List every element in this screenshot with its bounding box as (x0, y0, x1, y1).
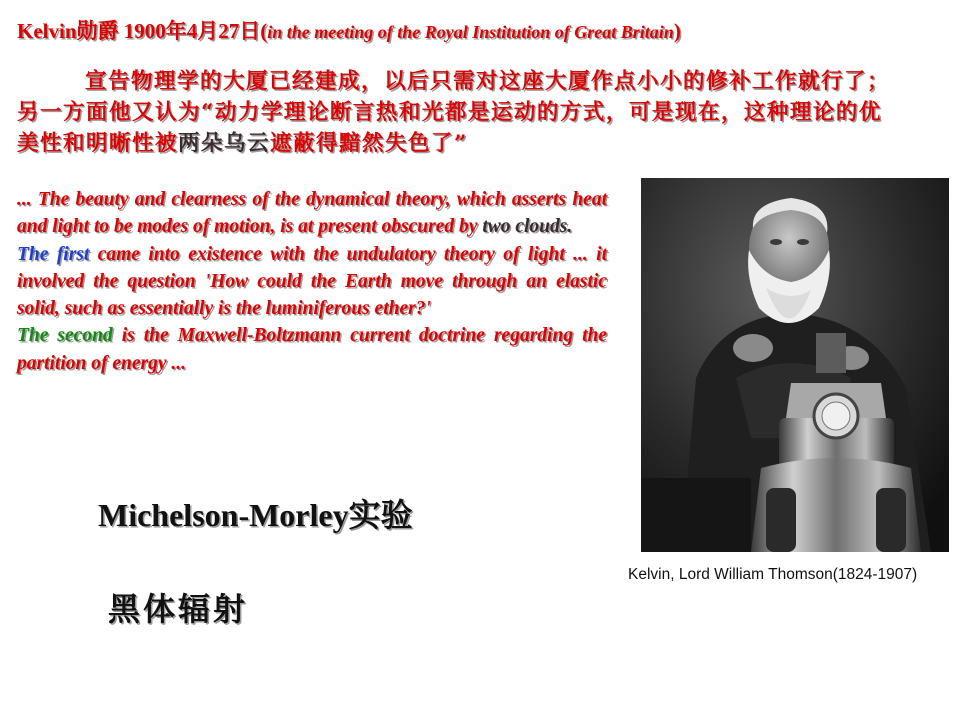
en-p3-the-second: The second (17, 325, 113, 347)
kelvin-portrait-photo (641, 178, 949, 552)
slide-title (17, 15, 681, 45)
english-quote (17, 186, 607, 377)
portrait-caption: Kelvin, Lord William Thomson(1824-1907) (628, 566, 918, 583)
en-quote-paragraph-3 (17, 322, 607, 377)
en-p1-two-clouds: two clouds (482, 216, 568, 238)
cn-quote-part-2: 遮蔽得黯然失色了” (270, 131, 468, 156)
en-p2-the-first: The first (17, 243, 90, 265)
en-quote-paragraph-2 (17, 241, 607, 323)
chinese-quote (17, 66, 897, 159)
title-date: 1900年4月27日 (123, 19, 261, 43)
en-quote-paragraph-1 (17, 186, 607, 241)
title-event: in the meeting of the Royal Institution of Great Britain (267, 22, 674, 42)
en-p2-text: came into existence with the undulatory theory of light ... it involved the question 'How could the Earth move through an elastic solid, such as essentially is the luminiferous ether?' (17, 243, 608, 320)
michelson-morley-heading: Michelson-Morley实验 (98, 497, 413, 533)
blackbody-radiation-heading: 黑体辐射 (108, 590, 249, 628)
en-p3-text: is the Maxwell-Boltzmann current doctrine regarding the partition of energy ... (17, 325, 607, 374)
title-close-paren: ) (673, 19, 681, 43)
title-cn-rank: 勋爵 (76, 19, 119, 43)
cn-quote-part-1: 宣告物理学的大厦已经建成，以后只需对这座大厦作点小小的修补工作就行了；另一方面他又认为“动力学理论断言热和光都是运动的方式，可是现在，这种理论的优美性和明晰性被 (17, 69, 891, 156)
title-name: Kelvin (17, 19, 77, 43)
en-p1-text: ... The beauty and clearness of the dynamical theory, which asserts heat and light to be modes of motion, is at present obscured by (17, 189, 607, 238)
title-open-paren: ( (260, 19, 268, 43)
cn-quote-two-clouds: 两朵乌云 (178, 131, 271, 156)
en-p1-period: . (567, 216, 573, 238)
